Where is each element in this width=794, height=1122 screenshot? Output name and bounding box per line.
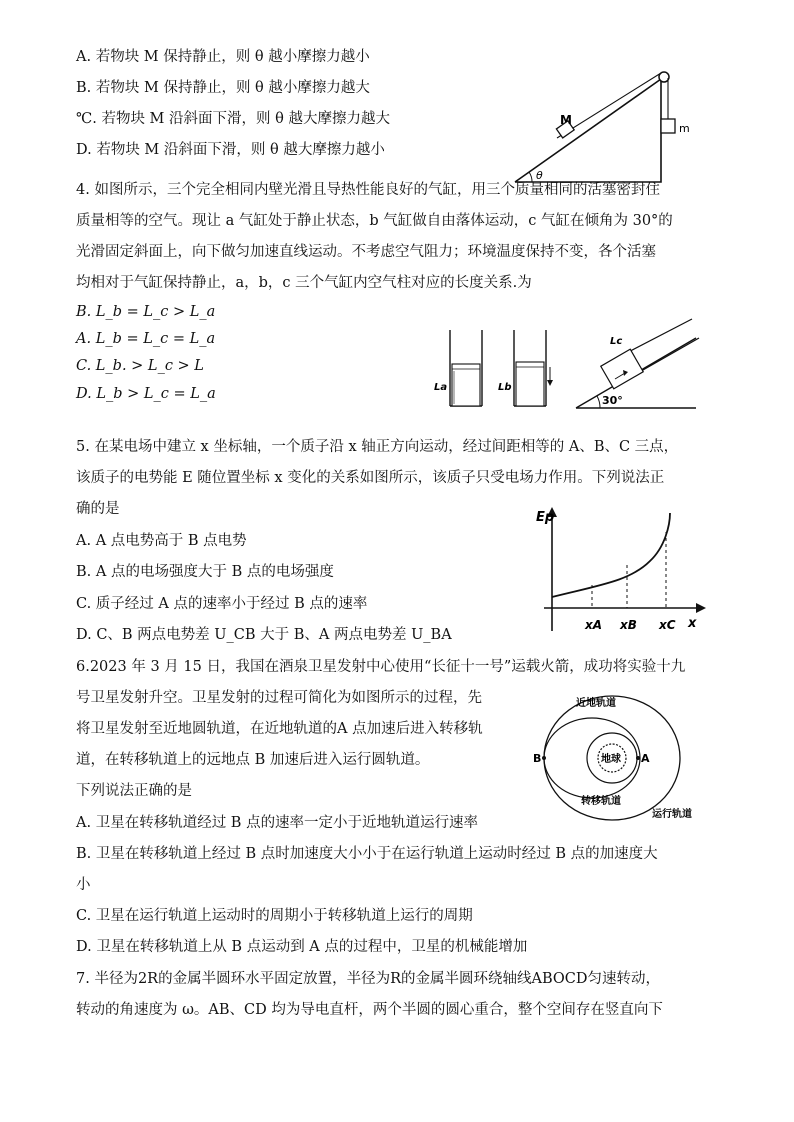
cylinder-a xyxy=(450,330,482,406)
label-B: B xyxy=(533,752,542,765)
q5-stem-line-3: 确的是 xyxy=(76,501,120,517)
inclined-plane-c xyxy=(576,319,699,408)
q4-option-b: B. L_b = L_c > L_a xyxy=(76,304,216,320)
label-ep: Ep xyxy=(536,510,555,525)
label-xc: xC xyxy=(659,618,676,632)
q5-option-b: B. A 点的电场强度大于 B 点的电场强度 xyxy=(76,564,334,580)
label-theta: θ xyxy=(536,169,543,182)
ep-x-graph xyxy=(530,505,710,637)
q3-option-b: B. 若物块 M 保持静止，则 θ 越小摩擦力越大 xyxy=(76,80,370,96)
q3-option-c: ℃. 若物块 M 沿斜面下滑，则 θ 越大摩擦力越大 xyxy=(76,111,390,127)
cylinder-b xyxy=(514,330,553,406)
block-m xyxy=(661,119,675,133)
label-A: A xyxy=(641,752,650,765)
orbit-figure xyxy=(530,690,730,830)
q7-stem-line-2: 转动的角速度为 ω。AB、CD 均为导电直杆，两个半圆的圆心重合，整个空间存在竖直向下 xyxy=(76,1002,663,1018)
q4-stem-line-1: 4. 如图所示，三个完全相同内壁光滑且导热性能良好的气缸，用三个质量相同的活塞密封住 xyxy=(76,182,660,198)
q4-stem-line-3: 光滑固定斜面上，向下做匀加速直线运动。不考虑空气阻力；环境温度保持不变，各个活塞 xyxy=(76,244,656,260)
label-transfer-orbit: 转移轨道 xyxy=(581,796,621,807)
q3-option-a: A. 若物块 M 保持静止，则 θ 越小摩擦力越小 xyxy=(76,49,370,65)
q6-option-b-cont: 小 xyxy=(76,877,91,893)
q4-option-c: C. L_b. > L_c > L xyxy=(76,358,204,374)
q7-stem-line-1: 7. 半径为2R的金属半圆环水平固定放置，半径为R的金属半圆环绕轴线ABOCD匀速转动， xyxy=(76,971,661,987)
q6-stem-line-3: 将卫星发射至近地圆轨道，在近地轨道的A 点加速后进入转移轨 xyxy=(76,721,483,737)
ep-curve xyxy=(552,513,670,597)
point-B xyxy=(542,756,546,760)
q5-stem-line-1: 5. 在某电场中建立 x 坐标轴，一个质子沿 x 轴正方向运动，经过间距相等的 A、B、C 三点， xyxy=(76,439,679,455)
label-xa: xA xyxy=(585,618,603,632)
q5-option-d: D. C、B 两点电势差 U_CB 大于 B、A 两点电势差 U_BA xyxy=(76,627,452,643)
label-lc: Lc xyxy=(610,336,623,347)
label-xb: xB xyxy=(620,618,637,632)
label-m: m xyxy=(679,122,690,135)
q6-option-d: D. 卫星在转移轨道上从 B 点运动到 A 点的过程中，卫星的机械能增加 xyxy=(76,939,528,955)
q6-stem-line-4: 道，在转移轨道上的远地点 B 加速后进入运行圆轨道。 xyxy=(76,752,430,768)
label-near-orbit: 近地轨道 xyxy=(576,698,616,709)
label-M: M xyxy=(560,113,572,127)
q5-stem-line-2: 该质子的电势能 E 随位置坐标 x 变化的关系如图所示，该质子只受电场力作用。下列说法正 xyxy=(76,470,665,486)
q4-option-d: D. L_b > L_c = L_a xyxy=(76,386,216,402)
label-lb: Lb xyxy=(498,382,512,393)
q4-stem-line-4: 均相对于气缸保持静止，a，b，c 三个气缸内空气柱对应的长度关系.为 xyxy=(76,275,532,291)
cylinders-figure xyxy=(424,322,700,412)
incline-pulley-figure xyxy=(510,68,690,188)
q6-option-c: C. 卫星在运行轨道上运动时的周期小于转移轨道上运行的周期 xyxy=(76,908,473,924)
q5-option-c: C. 质子经过 A 点的速率小于经过 B 点的速率 xyxy=(76,596,368,612)
q4-stem-line-2: 质量相等的空气。现让 a 气缸处于静止状态，b 气缸做自由落体运动，c 气缸在倾角为 30°的 xyxy=(76,213,673,229)
label-30deg: 30° xyxy=(602,394,623,407)
point-A xyxy=(636,756,640,760)
q4-option-a: A. L_b = L_c = L_a xyxy=(76,331,216,347)
q6-option-b: B. 卫星在转移轨道上经过 B 点时加速度大小小于在运行轨道上运动时经过 B 点的加速度大 xyxy=(76,846,658,862)
incline-outline xyxy=(515,79,661,182)
q5-option-a: A. A 点电势高于 B 点电势 xyxy=(76,533,247,549)
q6-option-a: A. 卫星在转移轨道经过 B 点的速率一定小于近地轨道运行速率 xyxy=(76,815,479,831)
q3-option-d: D. 若物块 M 沿斜面下滑，则 θ 越大摩擦力越小 xyxy=(76,142,385,158)
q6-stem-line-1: 6.2023 年 3 月 15 日，我国在酒泉卫星发射中心使用“长征十一号”运载火箭，成功将实验十九 xyxy=(76,659,686,675)
label-running-orbit: 运行轨道 xyxy=(652,809,692,820)
label-la: La xyxy=(434,382,448,393)
label-x: x xyxy=(688,616,697,631)
q6-stem-line-5: 下列说法正确的是 xyxy=(76,783,192,799)
x-axis-arrow xyxy=(696,603,706,613)
label-earth: 地球 xyxy=(601,754,621,765)
q6-stem-line-2: 号卫星发射升空。卫星发射的过程可简化为如图所示的过程，先 xyxy=(76,690,482,706)
